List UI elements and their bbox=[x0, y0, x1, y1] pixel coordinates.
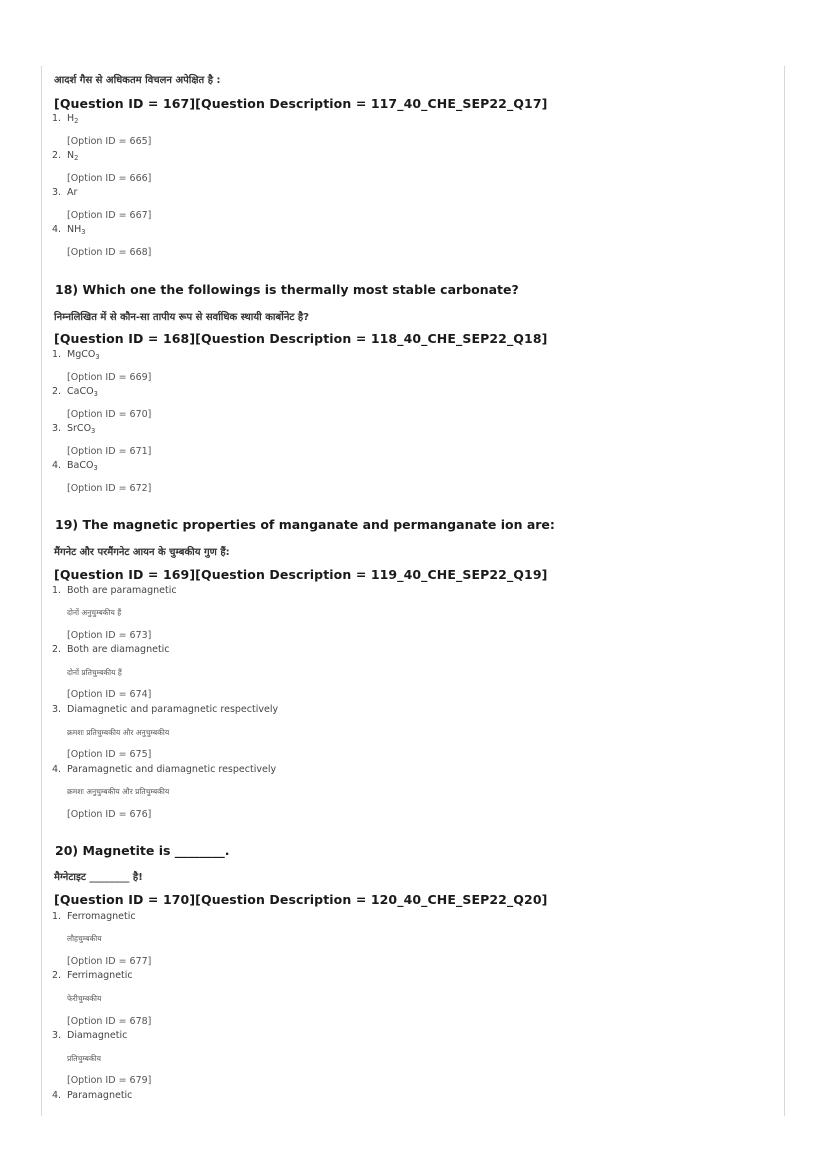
right-margin-rule bbox=[784, 66, 785, 1116]
q20-option-4-number: 4. bbox=[52, 1090, 62, 1101]
q20-option-3-hindi: प्रतिचुम्बकीय bbox=[67, 1054, 102, 1063]
q20-question-id: [Question ID = 170][Question Description = 120_40_CHE_SEP22_Q20] bbox=[54, 892, 548, 907]
q19-option-3-id: [Option ID = 675] bbox=[67, 749, 152, 760]
q17-option-1-id: [Option ID = 665] bbox=[67, 136, 152, 147]
q18-option-3-text: SrCO$_3$ bbox=[67, 423, 96, 435]
q20-option-2-number: 2. bbox=[52, 970, 62, 981]
q19-option-2-id: [Option ID = 674] bbox=[67, 689, 152, 700]
q19-option-3-text: Diamagnetic and paramagnetic respectively bbox=[67, 704, 279, 715]
q20-option-1-hindi: लौहचुम्बकीय bbox=[67, 934, 102, 943]
q18-option-2-text: CaCO$_3$ bbox=[67, 386, 98, 398]
q18-option-2-id: [Option ID = 670] bbox=[67, 409, 152, 420]
q20-option-3-number: 3. bbox=[52, 1030, 62, 1041]
q19-option-4-text: Paramagnetic and diamagnetic respectively bbox=[67, 764, 277, 775]
q19-option-3-hindi: क्रमशः प्रतिचुम्बकीय और अनुचुम्बकीय bbox=[67, 728, 170, 737]
q19-option-2-number: 2. bbox=[52, 644, 62, 655]
q20-option-2-text: Ferrimagnetic bbox=[67, 970, 133, 981]
q18-option-4-id: [Option ID = 672] bbox=[67, 483, 152, 494]
q19-option-3-number: 3. bbox=[52, 704, 62, 715]
q17-option-3-id: [Option ID = 667] bbox=[67, 210, 152, 221]
q19-title: 19) The magnetic properties of manganate and permanganate ion are: bbox=[55, 517, 555, 532]
q20-option-1-id: [Option ID = 677] bbox=[67, 956, 152, 967]
q20-option-2-id: [Option ID = 678] bbox=[67, 1016, 152, 1027]
q20-option-3-text: Diamagnetic bbox=[67, 1030, 128, 1041]
q20-option-1-text: Ferromagnetic bbox=[67, 911, 136, 922]
q17-option-2-number: 2. bbox=[52, 150, 62, 161]
q17-question-id: [Question ID = 167][Question Description = 117_40_CHE_SEP22_Q17] bbox=[54, 96, 548, 111]
q19-option-4-number: 4. bbox=[52, 764, 62, 775]
q17-option-2-id: [Option ID = 666] bbox=[67, 173, 152, 184]
q20-option-1-number: 1. bbox=[52, 911, 62, 922]
q17-option-4-number: 4. bbox=[52, 224, 62, 235]
q19-option-4-id: [Option ID = 676] bbox=[67, 809, 152, 820]
q19-question-id: [Question ID = 169][Question Description = 119_40_CHE_SEP22_Q19] bbox=[54, 567, 548, 582]
q19-option-1-text: Both are paramagnetic bbox=[67, 585, 177, 596]
q19-option-4-hindi: क्रमशः अनुचुम्बकीय और प्रतिचुम्बकीय bbox=[67, 787, 170, 796]
q20-title: 20) Magnetite is ________. bbox=[55, 843, 230, 858]
q17-option-2-text: $N_2$ bbox=[67, 150, 79, 162]
q18-option-1-number: 1. bbox=[52, 349, 62, 360]
q18-title: 18) Which one the followings is thermally most stable carbonate? bbox=[55, 282, 519, 297]
q20-option-4-text: Paramagnetic bbox=[67, 1090, 133, 1101]
q17-option-4-text: $NH_3$ bbox=[67, 224, 86, 236]
q17-option-4-id: [Option ID = 668] bbox=[67, 247, 152, 258]
q17-option-3-number: 3. bbox=[52, 187, 62, 198]
q17-hindi-text: आदर्श गैस से अधिकतम विचलन अपेक्षित है : bbox=[54, 75, 221, 86]
q17-option-3-text: Ar bbox=[67, 187, 78, 198]
q17-option-1-text: $H_2$ bbox=[67, 113, 79, 125]
q19-option-1-number: 1. bbox=[52, 585, 62, 596]
q18-option-3-number: 3. bbox=[52, 423, 62, 434]
q18-option-1-id: [Option ID = 669] bbox=[67, 372, 152, 383]
q20-hindi-text: मैग्नेटाइट ________ है! bbox=[54, 872, 143, 883]
q18-hindi-text: निम्नलिखित में से कौन-सा तापीय रूप से सर्वाधिक स्थायी कार्बोनेट है? bbox=[54, 312, 310, 323]
q18-question-id: [Question ID = 168][Question Description = 118_40_CHE_SEP22_Q18] bbox=[54, 331, 548, 346]
q19-option-1-id: [Option ID = 673] bbox=[67, 630, 152, 641]
q18-option-2-number: 2. bbox=[52, 386, 62, 397]
q19-option-2-text: Both are diamagnetic bbox=[67, 644, 170, 655]
q18-option-4-text: BaCO$_3$ bbox=[67, 460, 98, 472]
q18-option-1-text: MgCO$_3$ bbox=[67, 349, 100, 361]
q18-option-4-number: 4. bbox=[52, 460, 62, 471]
left-margin-rule bbox=[41, 66, 42, 1116]
q20-option-2-hindi: फेरीचुम्बकीय bbox=[67, 994, 102, 1003]
q19-option-1-hindi: दोनों अनुचुम्बकीय हैं bbox=[67, 608, 122, 617]
q19-option-2-hindi: दोनों प्रतिचुम्बकीय हैं bbox=[67, 668, 122, 677]
q18-option-3-id: [Option ID = 671] bbox=[67, 446, 152, 457]
q19-hindi-text: मैंगनेट और परमैंगनेट आयन के चुम्बकीय गुण हैं: bbox=[54, 547, 230, 558]
q20-option-3-id: [Option ID = 679] bbox=[67, 1075, 152, 1086]
q17-option-1-number: 1. bbox=[52, 113, 62, 124]
